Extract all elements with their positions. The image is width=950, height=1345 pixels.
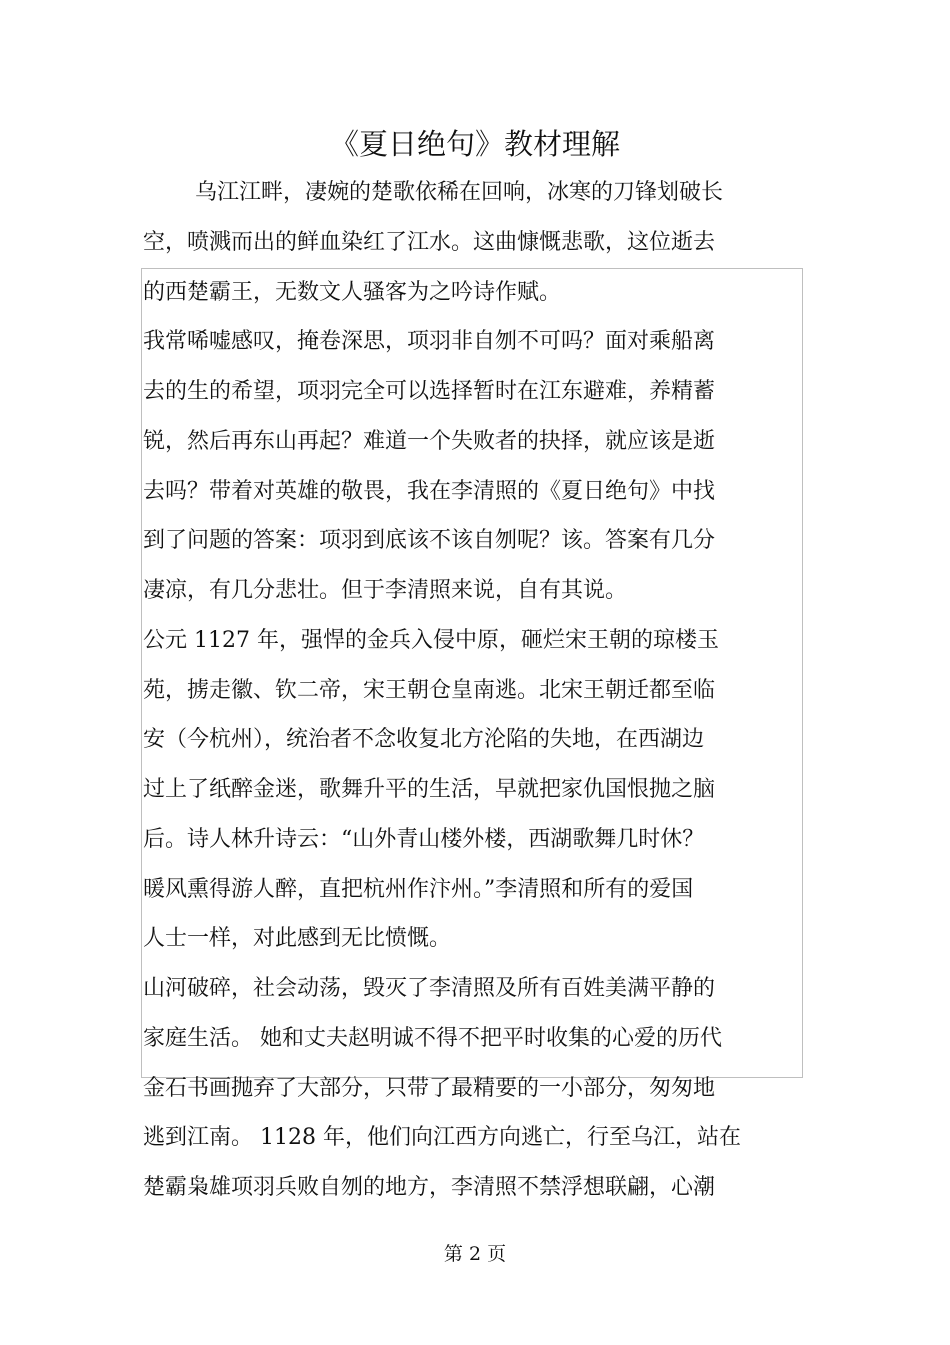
text-line: 家庭生活。 她和丈夫赵明诚不得不把平时收集的心爱的历代 xyxy=(143,1026,722,1051)
text-line: 我常唏嘘感叹，掩卷深思，项羽非自刎不可吗？面对乘船离 xyxy=(143,329,716,354)
text-line: 后。诗人林升诗云：“山外青山楼外楼，西湖歌舞几时休？ xyxy=(143,827,705,852)
text-line: 过上了纸醉金迷，歌舞升平的生活，早就把家仇国恨抛之脑 xyxy=(143,777,716,802)
text-line: 凄凉，有几分悲壮。但于李清照来说，自有其说。 xyxy=(143,578,628,603)
text-line: 山河破碎，社会动荡，毁灭了李清照及所有百姓美满平静的 xyxy=(143,976,716,1001)
text-line: 锐，然后再东山再起？难道一个失败者的抉择，就应该是逝 xyxy=(143,429,716,454)
text-line: 暖风熏得游人醉，直把杭州作汴州。”李清照和所有的爱国 xyxy=(143,877,694,902)
text-line: 去吗？带着对英雄的敬畏，我在李清照的《夏日绝句》中找 xyxy=(143,479,716,504)
text-line: 空，喷溅而出的鲜血染红了江水。这曲慷慨悲歌，这位逝去 xyxy=(143,230,716,255)
document-title: 《夏日绝句》教材理解 xyxy=(329,127,620,161)
text-line: 去的生的希望，项羽完全可以选择暂时在江东避难，养精蓄 xyxy=(143,379,716,404)
text-line: 楚霸枭雄项羽兵败自刎的地方，李清照不禁浮想联翩，心潮 xyxy=(143,1175,716,1200)
page-number: 第 2 页 xyxy=(443,1243,507,1265)
text-line: 逃到江南。 1128 年，他们向江西方向逃亡，行至乌江，站在 xyxy=(143,1125,741,1150)
text-line: 乌江江畔，凄婉的楚歌依稀在回响，冰寒的刀锋划破长 xyxy=(195,180,724,205)
text-line: 的西楚霸王，无数文人骚客为之吟诗作赋。 xyxy=(143,280,562,305)
text-line: 苑，掳走徽、钦二帝，宋王朝仓皇南逃。北宋王朝迁都至临 xyxy=(143,678,716,703)
text-line: 公元 1127 年，强悍的金兵入侵中原，砸烂宋王朝的琼楼玉 xyxy=(143,628,719,653)
text-line: 到了问题的答案：项羽到底该不该自刎呢？该。答案有几分 xyxy=(143,528,716,553)
text-line: 安（今杭州），统治者不念收复北方沦陷的失地，在西湖边 xyxy=(143,727,705,752)
text-line: 人士一样，对此感到无比愤慨。 xyxy=(143,926,452,951)
text-line: 金石书画抛弃了大部分，只带了最精要的一小部分，匆匆地 xyxy=(143,1076,716,1101)
